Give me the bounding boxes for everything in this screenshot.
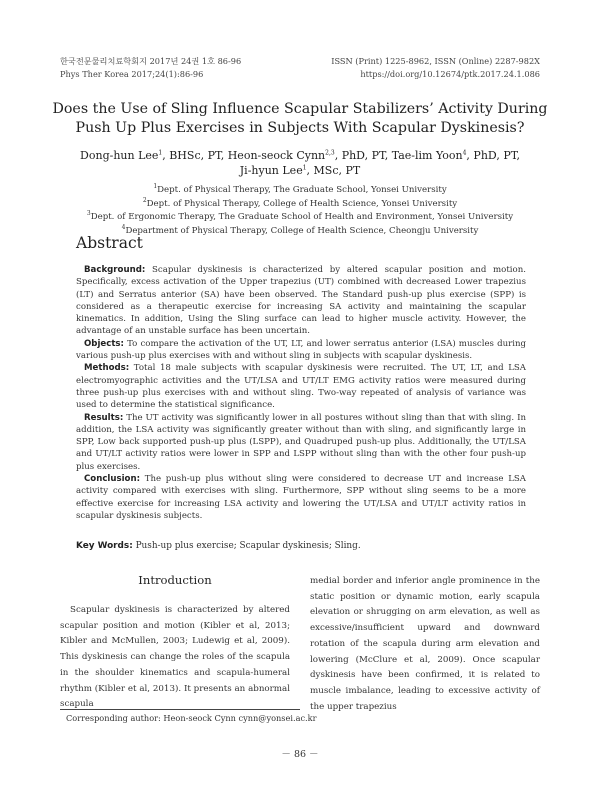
affiliation-text: Department of Physical Therapy, College of Health Science, Cheongju University	[125, 226, 479, 237]
author-affiliation-mark: 4	[462, 149, 467, 157]
author-affiliation-mark: 1	[302, 164, 307, 172]
running-header-right	[331, 55, 540, 81]
title-line: Push Up Plus Exercises in Subjects With Scapular Dyskinesis?	[75, 120, 525, 136]
body-paragraph: Scapular dyskinesis is characterized by altered scapular position and motion (Kibler et al, 2013; Kibler and McMullen, 2003; Ludewig et al, 2009). This dyskinesis can change the roles of the scapula in the shoulder kinematics and scapula-humeral rhythm (Kibler et al, 2013). It presents an abnormal scapula	[60, 605, 290, 710]
page-number: － 86 －	[281, 749, 319, 760]
affiliation-text: Dept. of Ergonomic Therapy, The Graduate School of Health and Environment, Yonsei University	[90, 212, 514, 223]
journal-citation: Phys Ther Korea 2017;24(1):86-96	[60, 69, 204, 79]
issn: ISSN (Print) 1225-8962, ISSN (Online) 2287-982X	[331, 56, 540, 66]
section-label: Results:	[84, 412, 124, 423]
column-left	[60, 570, 290, 713]
journal-korean: 한국전문물리치료학회지 2017년 24권 1호 86-96	[60, 56, 242, 66]
affiliation-mark: 1	[153, 183, 158, 191]
abstract-background	[76, 264, 526, 338]
affiliation-mark: 2	[142, 196, 147, 204]
section-text: The UT activity was significantly lower in all postures without sling than that with sling. In addition, the LSA activity was significantly greater without than with sling, and significantly large in SPP, Low back supported push-up plus (LSPP), and Quadruped push-up plus. Additionally, the UT/LSA and UT/LT activity ratios were lower in SPP and LSPP without sling than with the other four push-up plus exercises.	[76, 412, 526, 472]
affiliation	[40, 184, 560, 198]
author-name: Ji-hyun Lee	[239, 164, 303, 177]
keywords-label: Key Words:	[76, 541, 133, 551]
affiliation-text: Dept. of Physical Therapy, College of Health Science, Yonsei University	[146, 198, 458, 209]
keywords	[76, 540, 526, 553]
keywords-text: Push-up plus exercise; Scapular dyskinesis; Sling.	[132, 541, 361, 551]
author-list	[40, 148, 560, 178]
section-text: Scapular dyskinesis is characterized by altered scapular position and motion. Specifically, excess activation of the Upper trapezius (UT) combined with decreased Lower trapezius (LT) and Serratus anterior (SA) have been observed. The Standard push-up plus exercise (SPP) is considered as a therapeutic exercise for increasing SA activity and maintaining the scapular kinematics. In addition, Using the Sling surface can lead to higher muscle activity. However, the advantage of an unstable surface has been uncertain.	[76, 265, 526, 337]
affiliation-text: Dept. of Physical Therapy, The Graduate School, Yonsei University	[157, 185, 447, 195]
section-label: Methods:	[84, 363, 130, 374]
abstract-objects	[76, 338, 526, 363]
author-name: Dong-hun Lee	[80, 149, 159, 162]
introduction-heading: Introduction	[138, 573, 212, 587]
section-text: The push-up plus without sling were considered to decrease UT and increase LSA activity compared with exercises with sling. Furthermore, SPP without sling seems to be a more effective exercise for increasing LSA activity and lowering the UT/LSA and UT/LT activity ratios in scapular dyskinesis subjects.	[76, 474, 526, 521]
title-line: Does the Use of Sling Influence Scapular Stabilizers’ Activity During	[52, 101, 548, 117]
author-degree: , MSc, PT	[306, 164, 361, 177]
abstract-results	[76, 412, 526, 473]
affiliation	[40, 211, 560, 225]
abstract-conclusion	[76, 473, 526, 522]
section-text: To compare the activation of the UT, LT, and lower serratus anterior (LSA) muscles during various push-up plus exercises with and without sling in subjects with scapular dyskinesis.	[76, 338, 526, 362]
doi-link[interactable]: https://doi.org/10.12674/ptk.2017.24.1.086	[360, 69, 540, 79]
author-affiliation-mark: 2,3	[325, 149, 335, 157]
running-header-left	[60, 55, 241, 81]
affiliation-list	[40, 184, 560, 239]
author-degree: , PhD, PT,	[334, 149, 392, 162]
section-label: Conclusion:	[84, 474, 141, 485]
abstract-methods	[76, 362, 526, 411]
column-right	[310, 574, 540, 715]
author-affiliation-mark: 1	[158, 149, 163, 157]
affiliation-mark: 4	[121, 224, 126, 232]
author-name: Tae-lim Yoon	[391, 149, 463, 162]
footnote-divider	[60, 709, 300, 710]
body-paragraph: medial border and inferior angle prominence in the static position or dynamic motion, early scapula elevation or shrugging on arm elevation, as well as excessive/insufficient upward and downward rotation of the scapula during arm elevation and lowering (McClure et al, 2009). Once scapular dyskinesis have been confirmed, it is related to muscle imbalance, leading to excessive activity of the upper trapezius	[310, 576, 540, 712]
section-label: Background:	[84, 265, 146, 275]
author-degree: , BHSc, PT,	[162, 149, 228, 162]
footnote: Corresponding author: Heon-seock Cynn cynn@yonsei.ac.kr	[66, 713, 317, 723]
section-label: Objects:	[84, 338, 124, 349]
section-text: Total 18 male subjects with scapular dyskinesis were recruited. The UT, LT, and LSA electromyographic activities and the UT/LSA and UT/LT EMG activity ratios were measured during three push-up plus exercises with and without sling. Two-way repeated of analysis of variance was used to determine the statistical significance.	[76, 363, 526, 411]
author-degree: , PhD, PT,	[466, 149, 520, 162]
paper-title	[40, 100, 560, 138]
affiliation	[40, 198, 560, 212]
author-name: Heon-seock Cynn	[227, 149, 326, 162]
abstract-body	[76, 264, 526, 522]
abstract-heading: Abstract	[76, 234, 143, 252]
affiliation-mark: 3	[86, 210, 91, 218]
